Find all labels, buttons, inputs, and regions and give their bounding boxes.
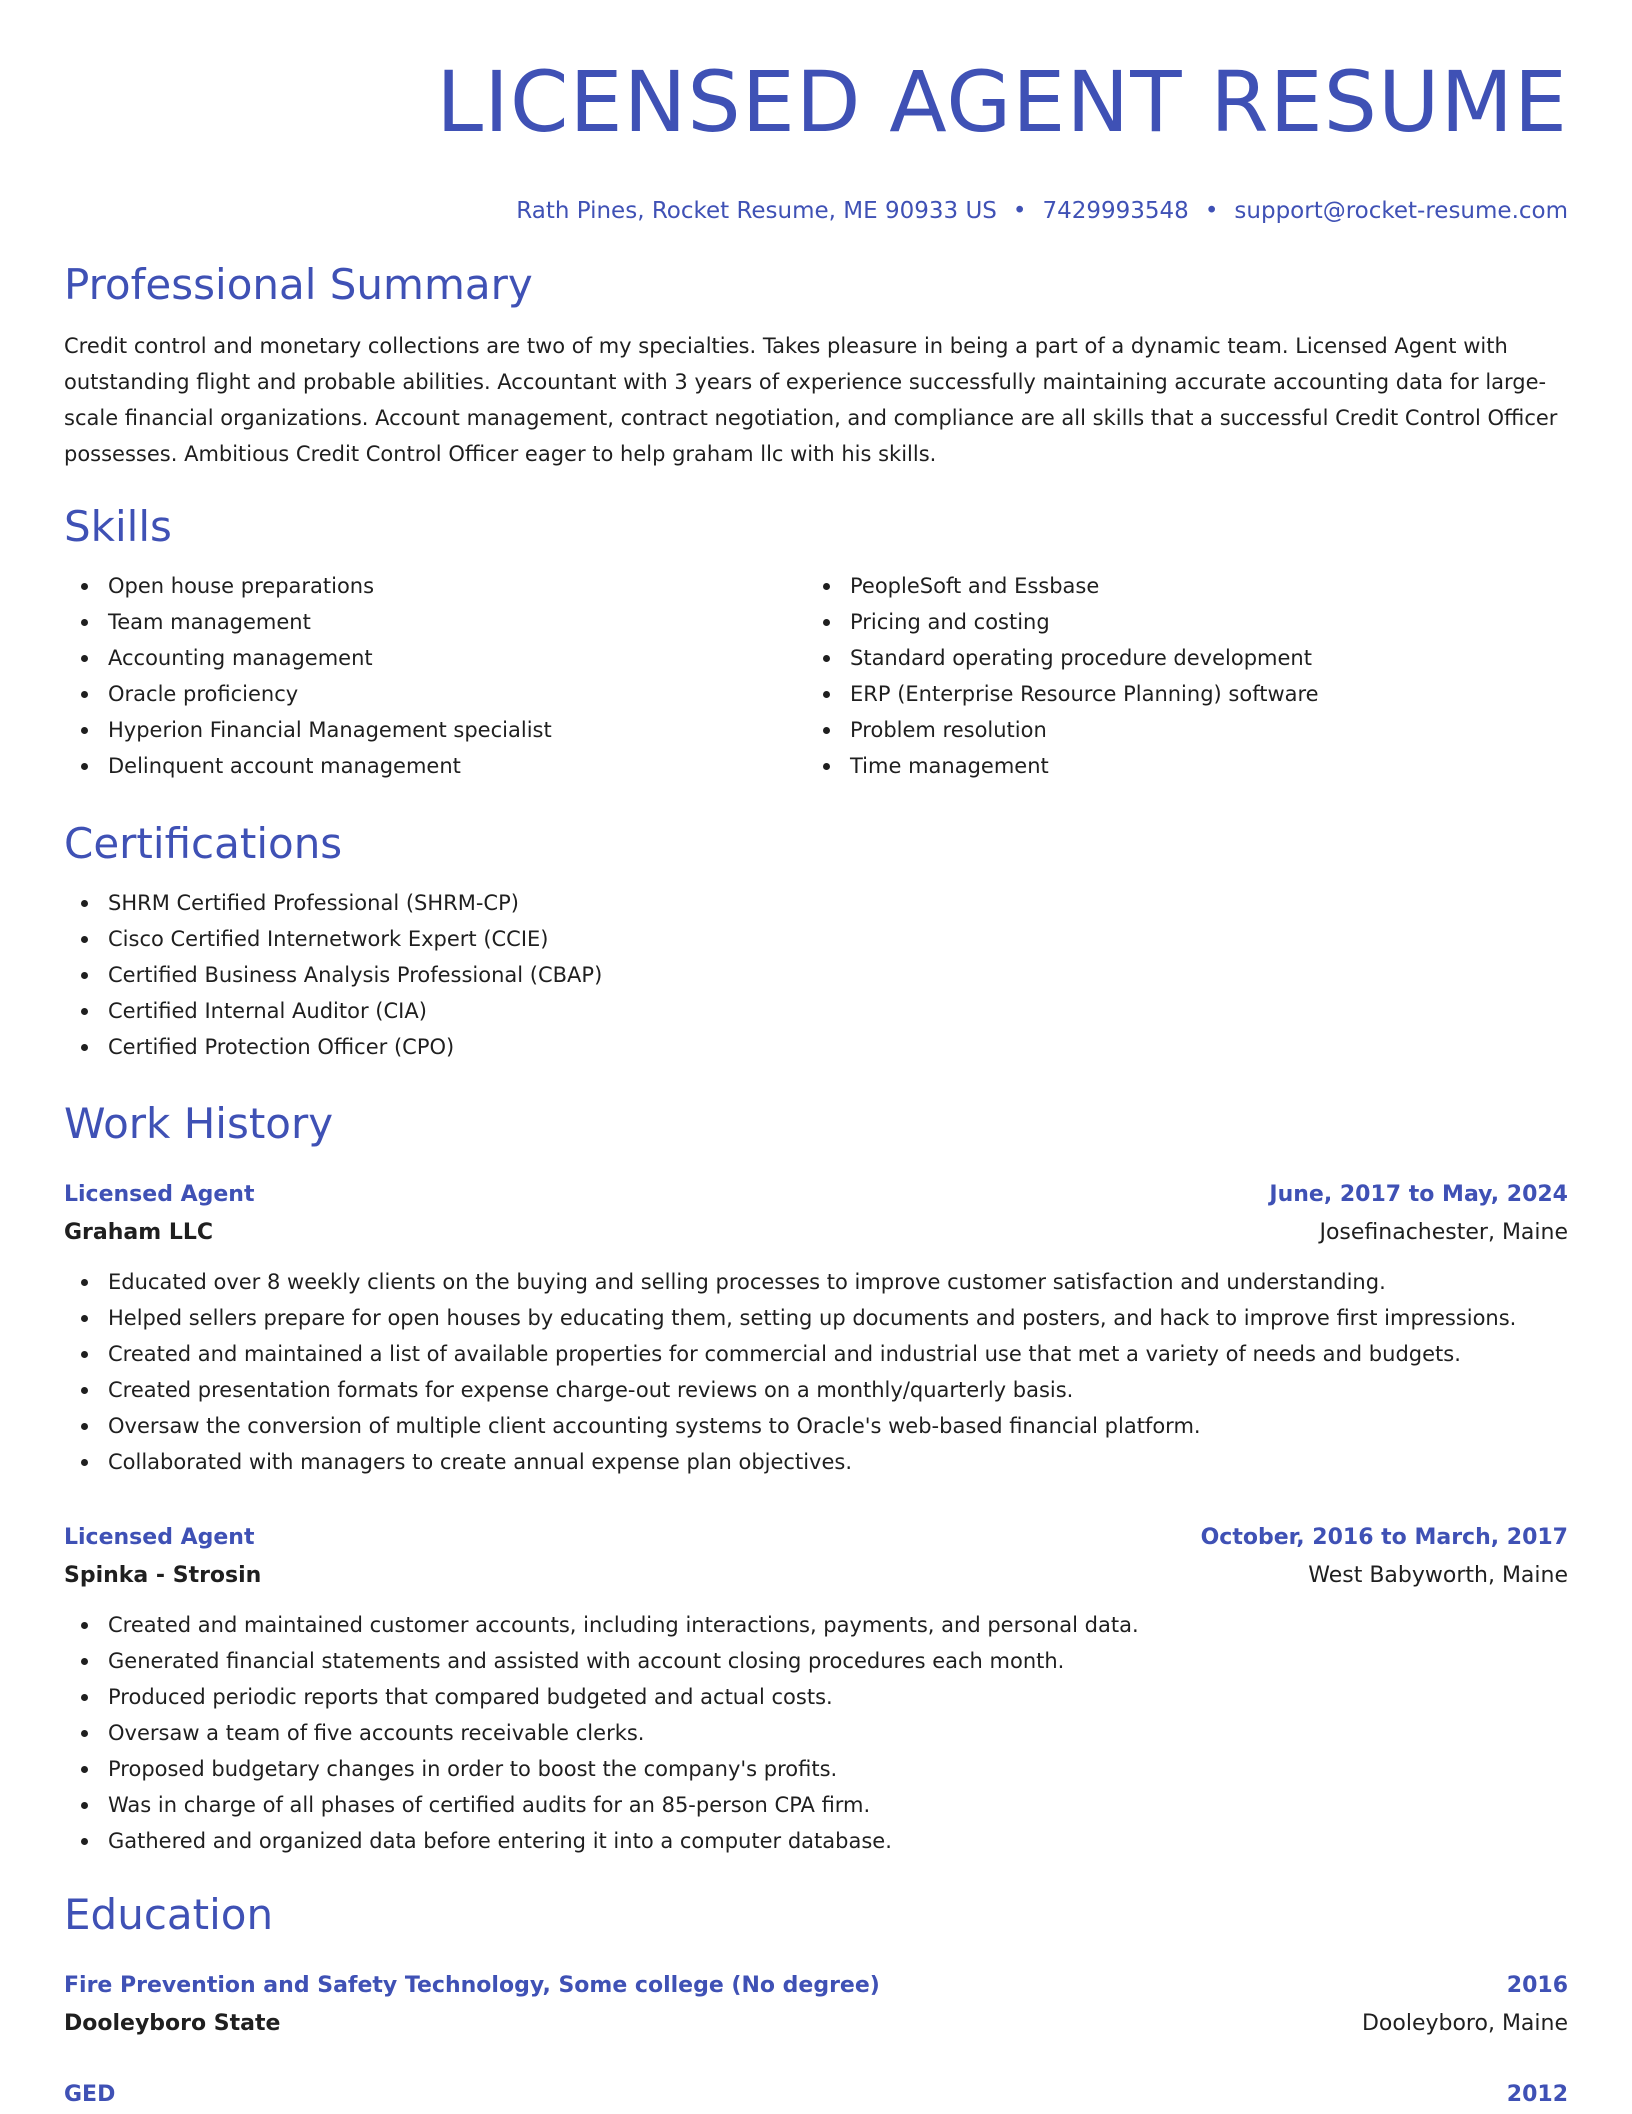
section-heading: Certifications	[64, 819, 343, 868]
education-year: 2016	[1506, 1973, 1568, 1998]
job-header-row	[64, 1519, 1568, 1557]
skill-item: Pricing and costing	[850, 604, 1548, 640]
job-bullet: Created and maintained a list of available properties for commercial and industrial use that met a variety of needs and budgets.	[108, 1336, 1568, 1372]
skill-item: Standard operating procedure development	[850, 640, 1548, 676]
certification-item: Certified Business Analysis Professional (CBAP)	[108, 957, 1568, 993]
resume-header	[64, 0, 1568, 226]
job-dates: June, 2017 to May, 2024	[1269, 1182, 1568, 1207]
job-company: Graham LLC	[64, 1220, 214, 1245]
contact-address: Rath Pines, Rocket Resume, ME 90933 US	[516, 198, 997, 224]
education-degree: Fire Prevention and Safety Technology, Some college (No degree)	[64, 1973, 880, 1998]
skill-item: Accounting management	[108, 640, 806, 676]
contact-email: support@rocket-resume.com	[1234, 198, 1568, 224]
skill-item: PeopleSoft and Essbase	[850, 568, 1548, 604]
education-entry	[64, 2076, 1568, 2114]
contact-separator: •	[1204, 198, 1219, 224]
job-bullet: Oversaw the conversion of multiple client accounting systems to Oracle's web-based financial platform.	[108, 1408, 1568, 1444]
certification-item: Cisco Certified Internetwork Expert (CCIE)	[108, 921, 1568, 957]
education-year: 2012	[1506, 2082, 1568, 2107]
contact-line	[64, 196, 1568, 226]
job-bullet: Was in charge of all phases of certified audits for an 85-person CPA firm.	[108, 1787, 1568, 1823]
skill-item: ERP (Enterprise Resource Planning) software	[850, 676, 1548, 712]
skills-list-left	[64, 568, 806, 784]
job-bullets	[64, 1607, 1568, 1859]
skill-item: Team management	[108, 604, 806, 640]
job-bullets	[64, 1264, 1568, 1480]
job-bullet: Educated over 8 weekly clients on the buying and selling processes to improve customer satisfaction and understanding.	[108, 1264, 1568, 1300]
job-location: Josefinachester, Maine	[1319, 1220, 1568, 1245]
professional-summary-section	[64, 258, 1568, 472]
skill-item: Time management	[850, 748, 1548, 784]
job-entry	[64, 1176, 1568, 1480]
job-bullet: Oversaw a team of five accounts receivable clerks.	[108, 1715, 1568, 1751]
education-section	[64, 1888, 1568, 1942]
job-title: Licensed Agent	[64, 1182, 255, 1207]
work-history-section	[64, 1097, 1568, 1151]
resume-title: LICENSED AGENT RESUME	[436, 53, 1568, 151]
job-dates: October, 2016 to March, 2017	[1200, 1525, 1568, 1550]
education-header-row	[64, 1967, 1568, 2005]
job-company-row	[64, 1214, 1568, 1252]
contact-separator: •	[1012, 198, 1027, 224]
job-bullet: Produced periodic reports that compared budgeted and actual costs.	[108, 1679, 1568, 1715]
section-heading: Professional Summary	[64, 260, 533, 309]
education-degree: GED	[64, 2082, 116, 2107]
skills-list-right	[806, 568, 1548, 784]
education-school-row	[64, 2005, 1568, 2043]
certifications-list	[64, 885, 1568, 1065]
job-bullet: Created and maintained customer accounts, including interactions, payments, and personal data.	[108, 1607, 1568, 1643]
skill-item: Problem resolution	[850, 712, 1548, 748]
education-header-row	[64, 2076, 1568, 2114]
summary-text: Credit control and monetary collections are two of my specialties. Takes pleasure in being a part of a dynamic team. Licensed Agent with outstanding flight and probable abilities. Accountant with 3 years of experience successfully maintaining accurate accounting data for large-scale financial organizations. Account management, contract negotiation, and compliance are all skills that a successful Credit Control Officer possesses. Ambitious Credit Control Officer eager to help graham llc with his skills.	[64, 334, 1558, 466]
job-company-row	[64, 1557, 1568, 1595]
job-company: Spinka - Strosin	[64, 1563, 262, 1588]
certification-item: Certified Internal Auditor (CIA)	[108, 993, 1568, 1029]
skill-item: Hyperion Financial Management specialist	[108, 712, 806, 748]
education-school: Dooleyboro State	[64, 2011, 281, 2036]
education-location: Dooleyboro, Maine	[1361, 2011, 1568, 2036]
job-header-row	[64, 1176, 1568, 1214]
job-bullet: Collaborated with managers to create annual expense plan objectives.	[108, 1444, 1568, 1480]
certification-item: Certified Protection Officer (CPO)	[108, 1029, 1568, 1065]
certification-item: SHRM Certified Professional (SHRM-CP)	[108, 885, 1568, 921]
skills-section	[64, 500, 1568, 784]
contact-phone: 7429993548	[1042, 198, 1189, 224]
skills-columns	[64, 554, 1568, 784]
skill-item: Oracle proficiency	[108, 676, 806, 712]
job-bullet: Created presentation formats for expense charge-out reviews on a monthly/quarterly basis.	[108, 1372, 1568, 1408]
job-location: West Babyworth, Maine	[1308, 1563, 1568, 1588]
job-bullet: Generated financial statements and assisted with account closing procedures each month.	[108, 1643, 1568, 1679]
job-bullet: Helped sellers prepare for open houses by educating them, setting up documents and posters, and hack to improve first impressions.	[108, 1300, 1568, 1336]
job-bullet: Proposed budgetary changes in order to boost the company's profits.	[108, 1751, 1568, 1787]
job-entry	[64, 1519, 1568, 1859]
section-heading: Skills	[64, 502, 172, 551]
resume-page	[64, 0, 1568, 2107]
section-heading: Education	[64, 1890, 274, 1939]
certifications-section	[64, 817, 1568, 1065]
skill-item: Delinquent account management	[108, 748, 806, 784]
job-bullet: Gathered and organized data before entering it into a computer database.	[108, 1823, 1568, 1859]
education-entry	[64, 1967, 1568, 2043]
job-title: Licensed Agent	[64, 1525, 255, 1550]
skill-item: Open house preparations	[108, 568, 806, 604]
section-heading: Work History	[64, 1099, 334, 1148]
